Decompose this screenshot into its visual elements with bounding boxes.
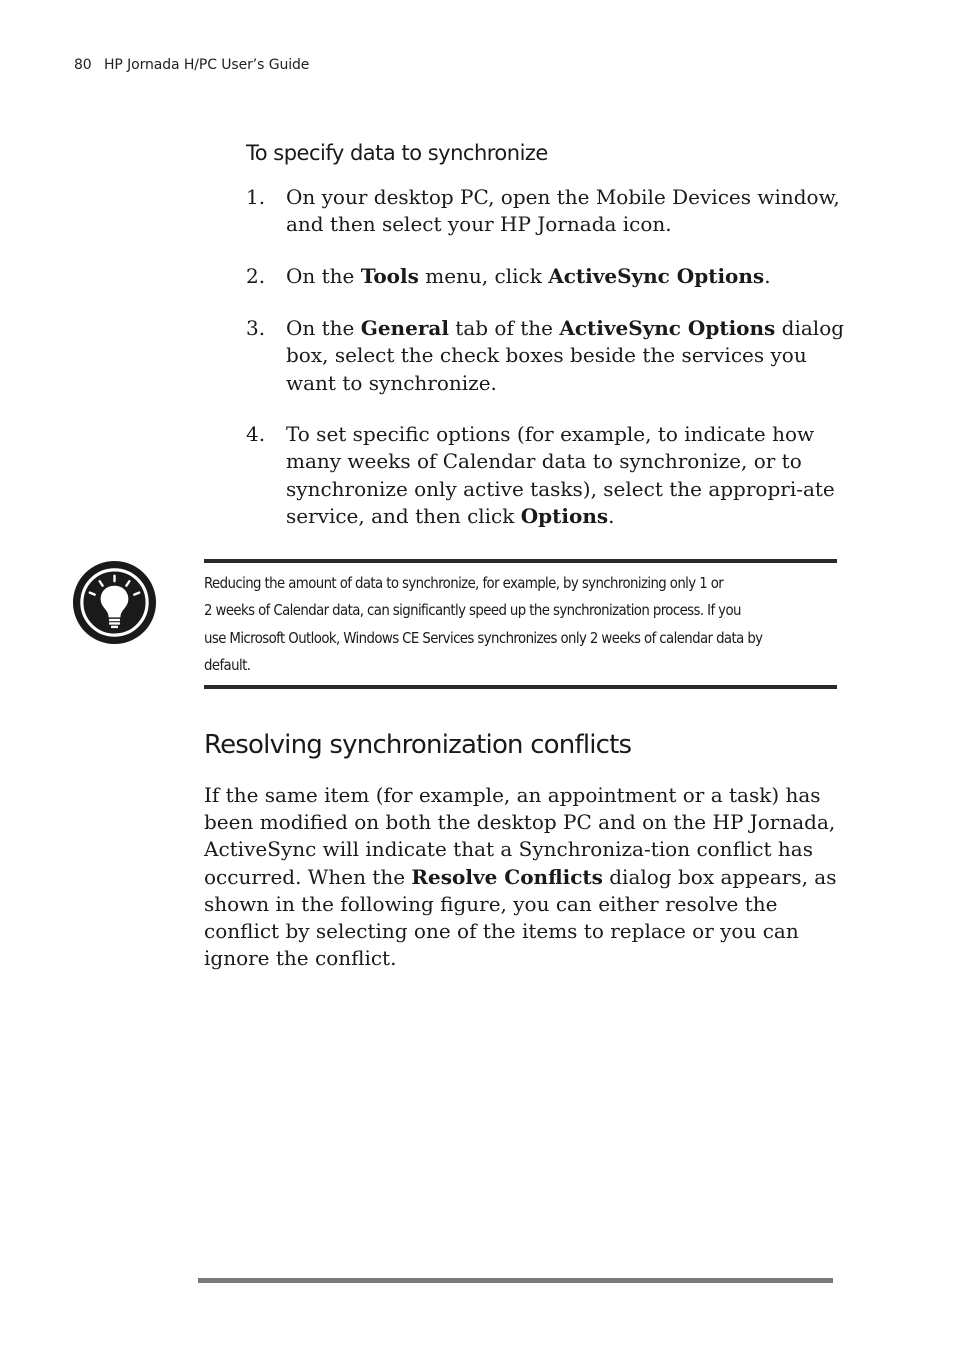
page-number: 80 <box>74 57 92 73</box>
step-number: 3. <box>246 316 266 340</box>
tip-line: default. <box>204 655 251 674</box>
step-4 <box>246 421 846 530</box>
tip-note <box>204 570 836 679</box>
tip-line: Reducing the amount of data to synchronize, for example, by synchronizing only 1 or <box>204 574 724 592</box>
step-text: . <box>608 503 615 528</box>
step-text: . <box>764 264 771 288</box>
step-text: On the <box>286 264 361 288</box>
step-text: To set specific options (for example, to indicate how many weeks of Calendar data to synchronize, or to synchronize only active tasks), select the appropri-ate service, and then click <box>286 422 835 528</box>
step-number: 1. <box>246 185 266 209</box>
tip-rule-bottom <box>204 685 837 689</box>
paragraph-text: dialog box appears, as shown in the following figure, you can either resolve the conflict by selecting one of the items to replace or you can ignore the conflict. <box>204 864 837 971</box>
step-text: dialog box, select the check boxes beside the services you want to synchronize. <box>286 316 845 395</box>
step-text: On the <box>286 316 361 340</box>
step-number: 2. <box>246 264 266 288</box>
section-heading: Resolving synchronization conflicts <box>204 730 632 760</box>
command-name: ActiveSync Options <box>548 264 765 288</box>
lightbulb-icon <box>71 559 158 646</box>
procedure-title: To specify data to synchronize <box>246 141 548 165</box>
menu-name: Tools <box>360 264 419 288</box>
book-title: HP Jornada H/PC User’s Guide <box>103 57 310 73</box>
footer-rule <box>198 1278 833 1283</box>
tab-name: General <box>360 316 449 340</box>
running-header <box>74 57 309 73</box>
step-text: menu, click <box>418 264 549 288</box>
step-2 <box>246 263 846 315</box>
section-paragraph <box>204 782 844 972</box>
button-name: Options <box>520 503 609 528</box>
step-3 <box>246 315 846 421</box>
step-text: tab of the <box>448 316 560 340</box>
step-number: 4. <box>246 422 266 446</box>
procedure-steps <box>246 184 846 530</box>
dialog-name: Resolve Conflicts <box>411 864 603 889</box>
dialog-name: ActiveSync Options <box>559 316 776 340</box>
tip-line: use Microsoft Outlook, Windows CE Services synchronizes only 2 weeks of calendar data by <box>204 628 763 647</box>
step-text: On your desktop PC, open the Mobile Devices window, and then select your HP Jornada icon. <box>286 185 840 237</box>
paragraph-text: If the same item (for example, an appointment or a task) has been modified on both the desktop PC and on the HP Jornada, ActiveSync will indicate that a Synchroniza-tion conflict has occurred. When the <box>204 783 836 889</box>
tip-line: 2 weeks of Calendar data, can significantly speed up the synchronization process. If you <box>204 601 741 620</box>
step-1 <box>246 184 846 263</box>
tip-rule-top <box>204 559 837 563</box>
